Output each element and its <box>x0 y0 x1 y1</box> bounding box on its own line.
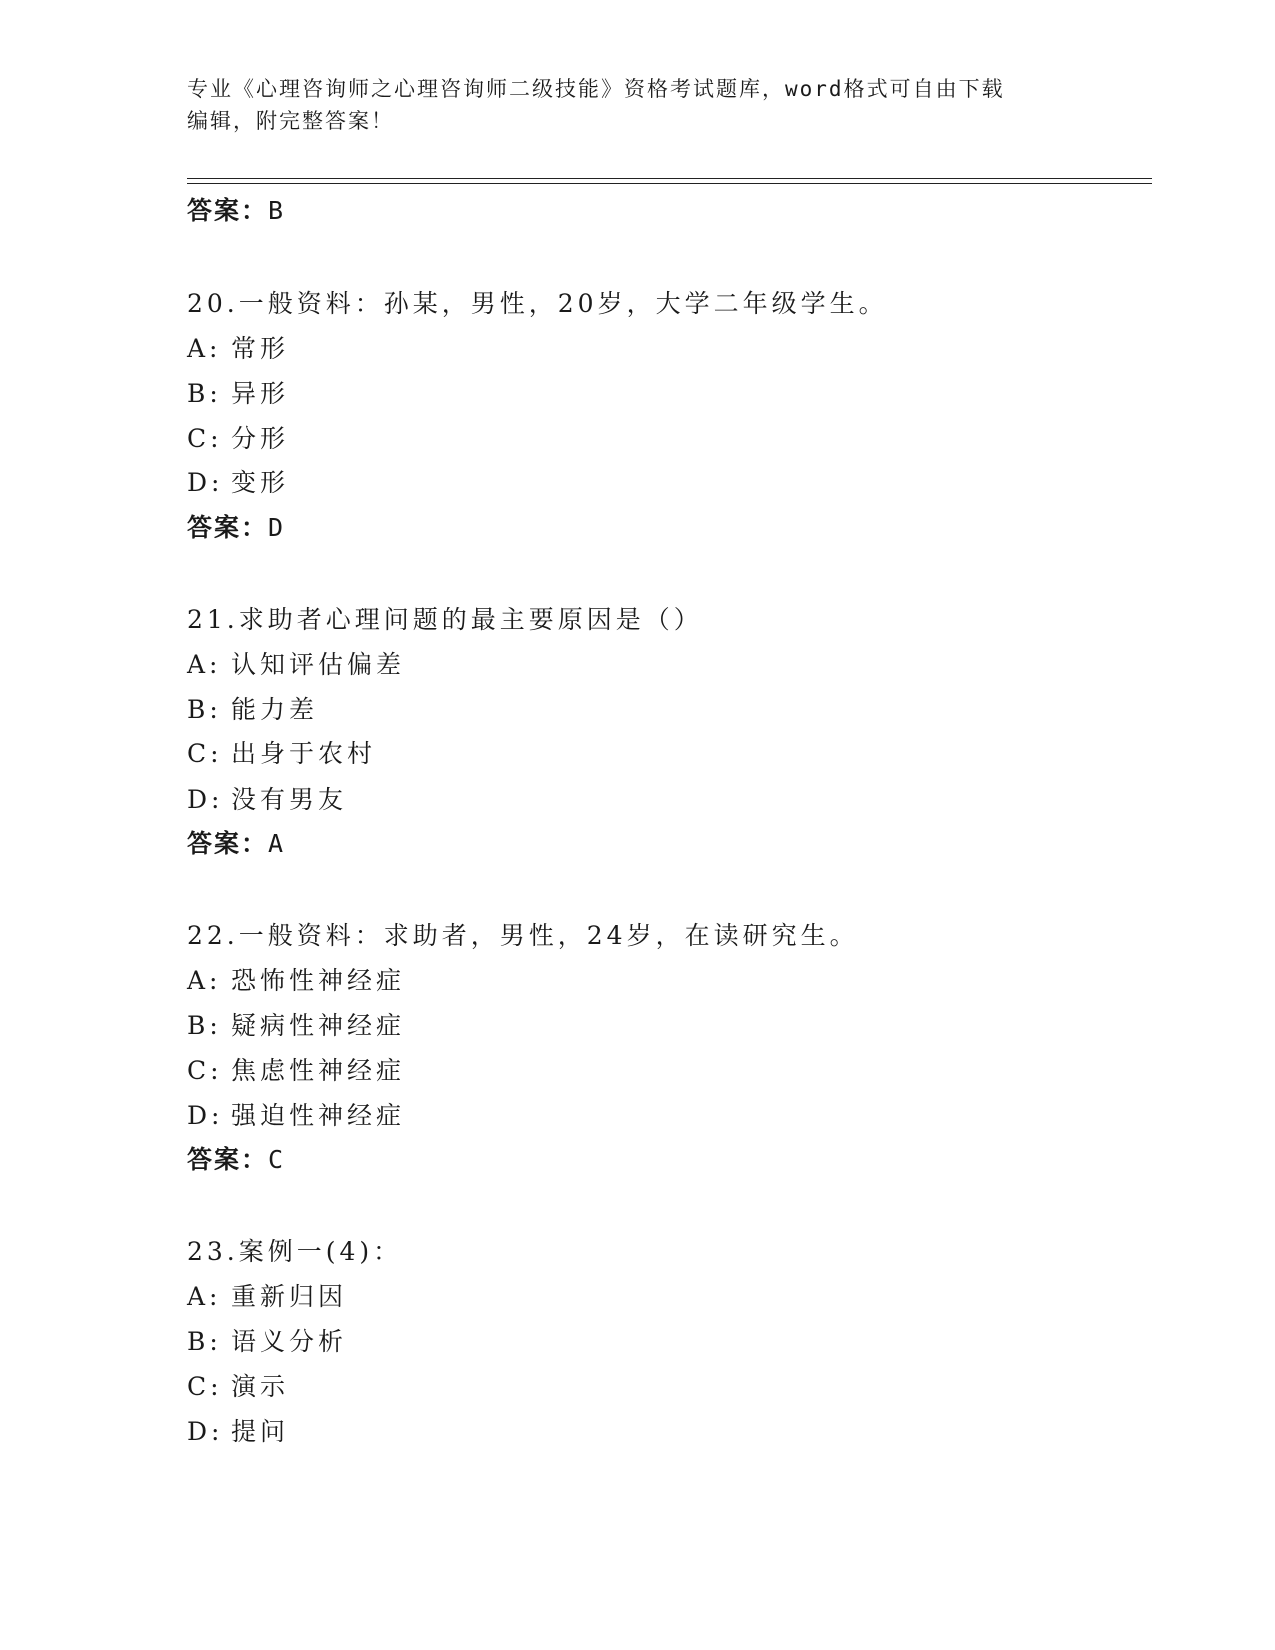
option-text: 出身于农村 <box>231 739 377 768</box>
option-b <box>187 693 318 727</box>
header-text-line-1: 专业《心理咨询师之心理咨询师二级技能》资格考试题库，word格式可自由下载 <box>187 77 1005 101</box>
option-text: 变形 <box>231 468 290 497</box>
option-key: A: <box>187 966 222 995</box>
question-stem: 21.求助者心理问题的最主要原因是（） <box>187 605 703 634</box>
option-key: A: <box>187 1282 222 1311</box>
option-text: 疑病性神经症 <box>231 1011 406 1040</box>
option-text: 分形 <box>231 424 290 453</box>
option-key: C: <box>187 1372 223 1401</box>
option-text: 提问 <box>231 1417 290 1446</box>
option-key: A: <box>187 334 222 363</box>
option-key: D: <box>187 1101 224 1130</box>
answer-line <box>187 1143 285 1177</box>
option-key: D: <box>187 468 224 497</box>
option-text: 强迫性神经症 <box>231 1101 406 1130</box>
option-key: C: <box>187 424 223 453</box>
option-text: 异形 <box>231 379 290 408</box>
option-c <box>187 737 376 771</box>
option-b <box>187 1009 405 1043</box>
option-key: B: <box>187 1011 222 1040</box>
option-key: C: <box>187 1056 223 1085</box>
option-a <box>187 964 405 998</box>
option-text: 没有男友 <box>231 785 348 814</box>
option-text: 常形 <box>231 334 290 363</box>
option-d <box>187 783 347 817</box>
option-a <box>187 648 405 682</box>
option-text: 恐怖性神经症 <box>231 966 406 995</box>
answer-value: A <box>268 829 286 858</box>
answer-value: D <box>268 513 286 542</box>
option-d <box>187 466 289 500</box>
option-c <box>187 1054 405 1088</box>
option-key: A: <box>187 650 222 679</box>
option-c <box>187 1370 289 1404</box>
answer-label: 答案： <box>187 1145 269 1174</box>
answer-value: B <box>268 196 286 225</box>
option-d <box>187 1415 289 1449</box>
answer-line <box>187 827 285 861</box>
question-stem: 22.一般资料：求助者，男性，24岁，在读研究生。 <box>187 921 859 950</box>
option-text: 语义分析 <box>231 1327 348 1356</box>
option-d <box>187 1099 405 1133</box>
option-key: C: <box>187 739 223 768</box>
header-text-line-2: 编辑，附完整答案！ <box>187 109 394 133</box>
option-key: B: <box>187 379 222 408</box>
option-text: 焦虑性神经症 <box>231 1056 406 1085</box>
answer-label: 答案： <box>187 829 269 858</box>
option-key: B: <box>187 1327 222 1356</box>
answer-value: C <box>268 1145 286 1174</box>
option-key: B: <box>187 695 222 724</box>
option-key: D: <box>187 1417 224 1446</box>
option-a <box>187 1280 347 1314</box>
option-text: 能力差 <box>231 695 319 724</box>
answer-line <box>187 194 285 228</box>
question-stem: 20.一般资料：孙某，男性，20岁，大学二年级学生。 <box>187 289 888 318</box>
option-key: D: <box>187 785 224 814</box>
option-a <box>187 332 289 366</box>
answer-line <box>187 511 285 545</box>
option-text: 认知评估偏差 <box>231 650 406 679</box>
header-rule-bottom <box>187 183 1152 184</box>
option-text: 演示 <box>231 1372 290 1401</box>
option-c <box>187 422 289 456</box>
option-text: 重新归因 <box>231 1282 348 1311</box>
header-rule-top <box>187 178 1152 179</box>
question-stem: 23.案例一(4)： <box>187 1237 403 1266</box>
answer-label: 答案： <box>187 196 269 225</box>
answer-label: 答案： <box>187 513 269 542</box>
option-b <box>187 377 289 411</box>
option-b <box>187 1325 347 1359</box>
